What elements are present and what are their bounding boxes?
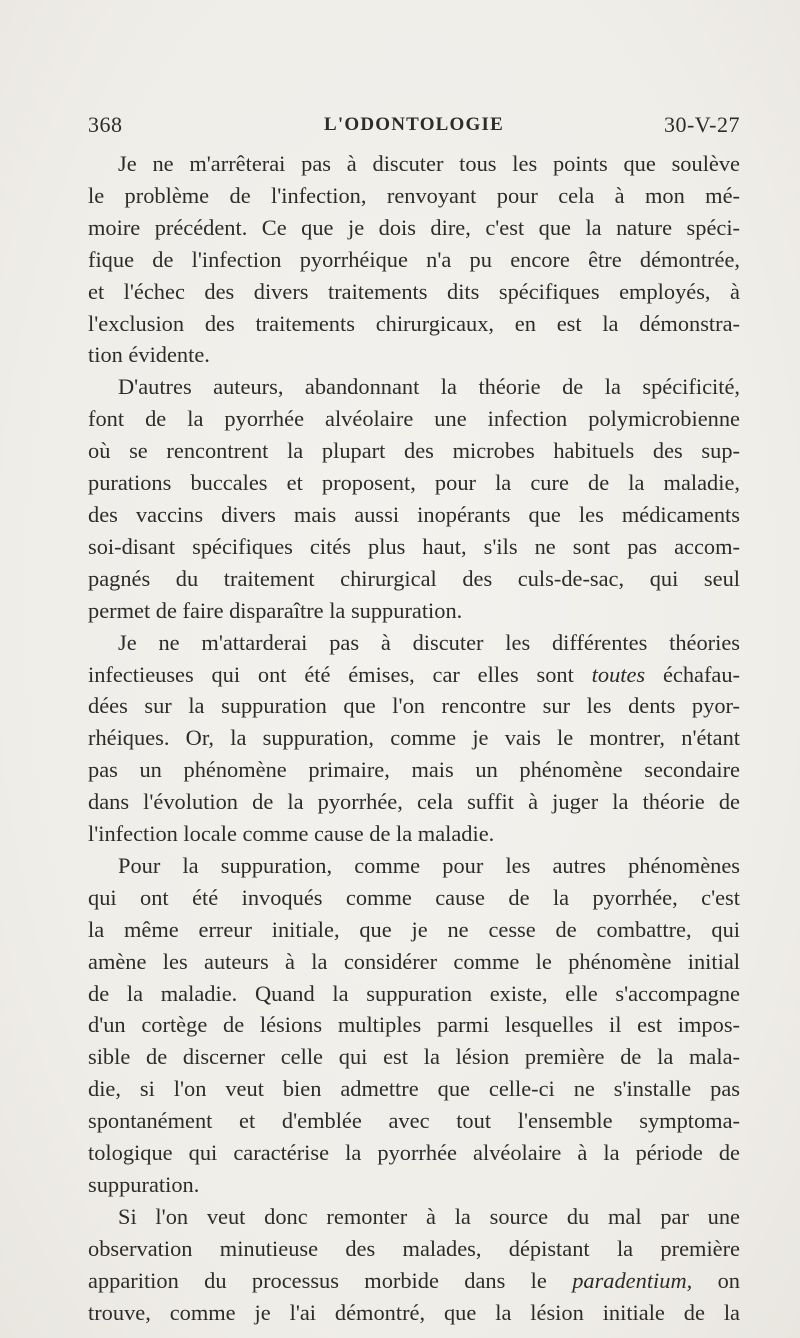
text-line-with-italic: [88, 1265, 740, 1297]
text-line: de la maladie. Quand la suppuration existe, elle s'accompagne: [88, 980, 740, 1006]
page-number: 368: [88, 112, 123, 137]
text-line: trouve, comme je l'ai démontré, que la lésion initiale de la: [88, 1299, 740, 1325]
text-line: spontanément et d'emblée avec tout l'ensemble symptoma-: [88, 1108, 740, 1134]
text-line-with-italic: [88, 659, 740, 691]
text-line: Pour la suppuration, comme pour les autres phénomènes: [118, 852, 740, 878]
text-line: l'infection locale comme cause de la maladie.: [88, 821, 495, 847]
text-segment: on: [692, 1267, 740, 1293]
paragraph: [88, 627, 740, 850]
text-line: dans l'évolution de la pyorrhée, cela suffit à juger la théorie de: [88, 789, 740, 815]
running-header: [88, 112, 740, 146]
text-line: purations buccales et proposent, pour la cure de la maladie,: [88, 470, 740, 496]
text-segment: échafau-: [645, 661, 740, 687]
text-line: d'un cortège de lésions multiples parmi lesquelles il est impos-: [88, 1012, 740, 1038]
text-line: l'exclusion des traitements chirurgicaux, en est la démonstra-: [88, 310, 740, 336]
issue-date: 30-V-27: [663, 112, 740, 137]
paragraph: [88, 148, 740, 371]
text-line: qui ont été invoqués comme cause de la pyorrhée, c'est: [88, 884, 740, 910]
text-line: sible de discerner celle qui est la lésion première de la mala-: [88, 1044, 740, 1070]
text-line: tologique qui caractérise la pyorrhée alvéolaire à la période de: [88, 1140, 740, 1166]
text-line: D'autres auteurs, abandonnant la théorie de la spécificité,: [118, 374, 740, 400]
journal-title: L'ODONTOLOGIE: [324, 114, 504, 135]
text-line: Je ne m'arrêterai pas à discuter tous les points que soulève: [118, 151, 740, 176]
text-line: pas un phénomène primaire, mais un phénomène secondaire: [88, 757, 740, 783]
paragraph: [88, 371, 740, 626]
text-line: et l'échec des divers traitements dits spécifiques employés, à: [88, 278, 740, 304]
text-line: font de la pyorrhée alvéolaire une infection polymicrobienne: [88, 406, 740, 432]
paragraph: [88, 1201, 740, 1329]
text-line: observation minutieuse des malades, dépistant la première: [88, 1235, 740, 1261]
text-line: Si l'on veut donc remonter à la source du mal par une: [118, 1203, 740, 1229]
italic-word: toutes: [591, 661, 646, 687]
text-line: dées sur la suppuration que l'on rencontre sur les dents pyor-: [88, 693, 740, 719]
text-line: des vaccins divers mais aussi inopérants que les médicaments: [88, 501, 740, 527]
article-body: [88, 148, 740, 1329]
text-line: amène les auteurs à la considérer comme le phénomène initial: [88, 948, 740, 974]
text-segment: infectieuses qui ont été émises, car elles sont: [88, 661, 592, 687]
text-line: Je ne m'attarderai pas à discuter les différentes théories: [118, 629, 740, 655]
text-line: die, si l'on veut bien admettre que celle-ci ne s'installe pas: [88, 1076, 740, 1102]
text-line: fique de l'infection pyorrhéique n'a pu encore être démontrée,: [88, 246, 740, 272]
text-line: rhéiques. Or, la suppuration, comme je vais le montrer, n'étant: [88, 725, 740, 751]
text-line: pagnés du traitement chirurgical des culs-de-sac, qui seul: [88, 565, 740, 591]
text-line: tion évidente.: [88, 342, 210, 368]
text-segment: apparition du processus morbide dans le: [88, 1267, 573, 1293]
text-line: permet de faire disparaître la suppuration.: [88, 597, 463, 623]
text-line: la même erreur initiale, que je ne cesse de combattre, qui: [88, 916, 740, 942]
paragraph: [88, 850, 740, 1201]
text-line: le problème de l'infection, renvoyant pour cela à mon mé-: [88, 182, 740, 208]
text-line: suppuration.: [88, 1172, 200, 1197]
italic-word: paradentium,: [572, 1267, 693, 1293]
text-line: moire précédent. Ce que je dois dire, c'est que la nature spéci-: [88, 214, 740, 240]
text-line: où se rencontrent la plupart des microbes habituels des sup-: [88, 438, 740, 464]
text-line: soi-disant spécifiques cités plus haut, s'ils ne sont pas accom-: [88, 533, 740, 559]
